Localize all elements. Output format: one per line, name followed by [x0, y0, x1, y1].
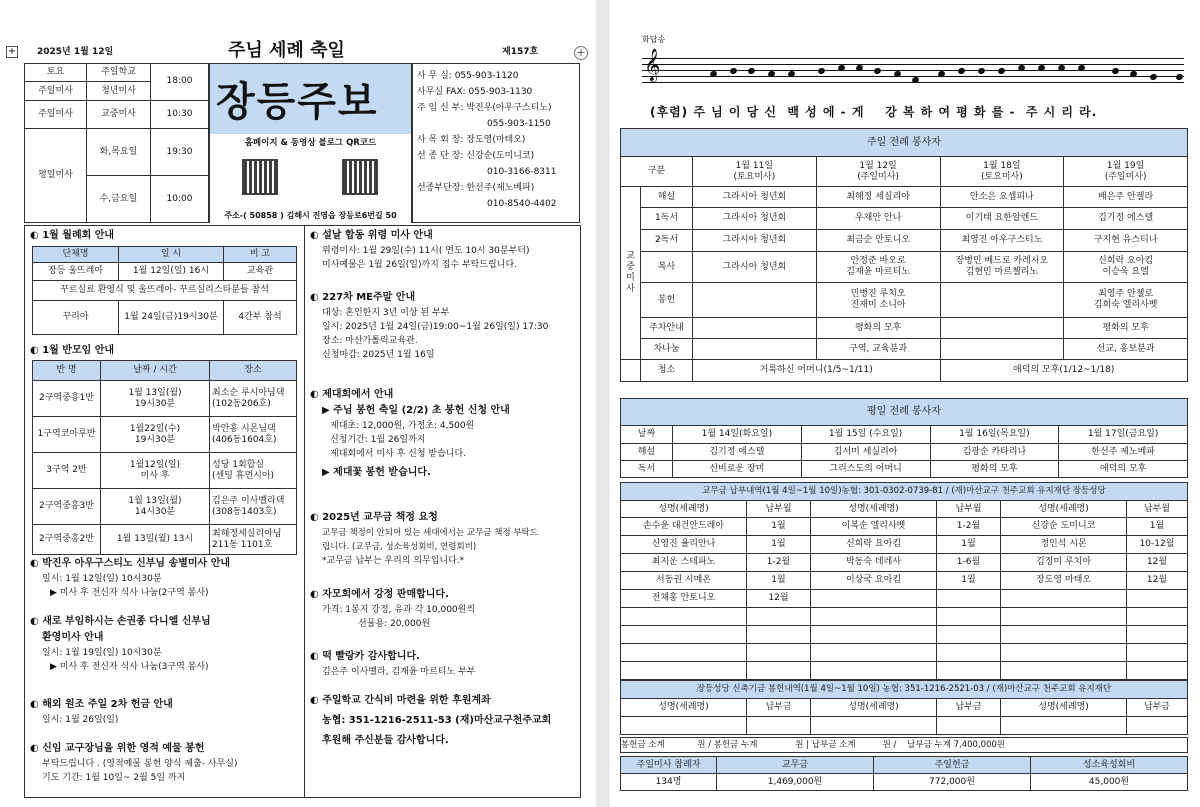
- table-cell: 신희락 요아킴: [811, 536, 937, 554]
- table-cell: [1001, 626, 1127, 644]
- table-cell: [1127, 662, 1188, 680]
- table-cell: 그리스도의 어머니: [801, 461, 930, 478]
- table-cell: [621, 662, 747, 680]
- table-cell: [1001, 644, 1127, 662]
- section-heading: ◐ 새로 부임하시는 손권종 다니엘 신부님: [30, 616, 211, 627]
- table-header-cell: 단체명: [33, 247, 119, 263]
- add-circle-icon[interactable]: +: [574, 46, 588, 60]
- table-cell: 구지현 유스티나: [1064, 230, 1188, 252]
- table-cell: 18:00: [151, 64, 209, 101]
- mass-schedule-table: [24, 63, 209, 223]
- section-monthly-meeting-title: ◐ 1월 월례회 안내: [30, 230, 115, 241]
- table-cell: 애덕의 모후(1/12~1/18): [940, 360, 1188, 382]
- table-cell: 성명(세례명): [1001, 501, 1127, 518]
- table-cell: 토요: [25, 64, 87, 82]
- table-cell: 납부금: [1127, 699, 1188, 717]
- table-cell: 안소은 요셉피나: [940, 187, 1064, 208]
- table-cell: 신비로운 장미: [673, 461, 802, 478]
- table-cell: 그라시아 청년회: [693, 230, 817, 252]
- table-cell: 1월: [937, 572, 1001, 590]
- table-cell: 주일미사: [25, 100, 87, 129]
- table-cell: 김기정 에스텔: [673, 444, 802, 461]
- table-cell: [621, 360, 641, 382]
- table-cell: 김광순 카타리나: [930, 444, 1059, 461]
- section-heading: ◐ 제대회에서 안내: [310, 389, 394, 400]
- table-cell: 1월: [1127, 518, 1188, 536]
- music-note-icon: [1175, 73, 1184, 81]
- music-note-icon: [1111, 67, 1120, 75]
- table-cell: 납부금: [937, 699, 1001, 717]
- staff-line: [642, 70, 1184, 71]
- dues-request-section: [310, 510, 578, 568]
- section-line: 장소: 마산가톨릭교육관.: [322, 336, 418, 346]
- table-header-cell: 장등성당 신축기금 봉헌내역(1월 4일~1월 10일) 농협: 351-1216-2521-03 / (재)마산교구 천주교회 유지재단: [621, 681, 1188, 699]
- table-cell: [621, 626, 747, 644]
- section-line: ▶ 미사 후 전신자 식사 나눔(3구역 봉사): [50, 662, 209, 672]
- section-line: *교무금 납부는 우리의 의무입니다.*: [322, 556, 465, 566]
- table-cell: 복사: [641, 252, 693, 283]
- office-fax: 사무실 FAX: 055-903-1130: [417, 87, 533, 97]
- section-heading: ◐ 자모회에서 강정 판매합니다.: [310, 589, 449, 600]
- table-cell: 그라시아 청년회: [693, 208, 817, 230]
- table-cell: 1월 13일(월) 14시30분: [101, 489, 210, 525]
- table-cell: 134명: [621, 774, 717, 791]
- memorial-mass-section: [310, 228, 578, 272]
- issue-number: 제157호: [502, 47, 539, 57]
- table-cell: 신영진 율리안나: [621, 536, 747, 554]
- section-line: 일시: 1월 19일(일) 10시30분: [42, 648, 162, 658]
- table-cell: [1127, 590, 1188, 608]
- table-cell: 날짜: [621, 426, 673, 444]
- music-note-icon: [817, 67, 826, 75]
- summary-item: 납부금 누계 7,400,000원: [907, 740, 1006, 750]
- section-heading: ◐ 해외 원조 주일 2차 헌금 안내: [30, 699, 173, 710]
- table-cell: [937, 644, 1001, 662]
- table-cell: 1월 11일 (토요미사): [693, 157, 817, 187]
- table-cell: 1월 19일 (주일미사): [1064, 157, 1188, 187]
- table-cell: 그라시아 청년회: [693, 187, 817, 208]
- section-heading: ◐ 227차 ME주말 안내: [310, 292, 416, 303]
- vice-leader: 선종부단장: 한선주(제노베파): [417, 183, 535, 193]
- table-cell: 선교, 홍보분과: [1064, 339, 1188, 360]
- table-cell: 1월22일(수) 19시30분: [101, 417, 210, 453]
- table-cell: 1,469,000원: [717, 774, 874, 791]
- table-cell: 납부월: [937, 501, 1001, 518]
- section-line: 기도 기간: 1월 10일~ 2월 5일 까지: [42, 773, 186, 783]
- refrain-text: (후렴) 주 님 이 당 신 백 성 에 - 게 강 복 하 여 평 화 를 - 주 시 리 라.: [650, 105, 1098, 119]
- music-note-icon: [747, 67, 756, 75]
- table-cell: 거룩하신 어머니(1/5~1/11): [693, 360, 941, 382]
- section-group-meeting-title: ◐ 1월 반모임 안내: [30, 345, 115, 356]
- table-cell: 성명(세례명): [1001, 699, 1127, 717]
- table-cell: [747, 608, 811, 626]
- table-cell: 1월 14일(화요일): [673, 426, 802, 444]
- column-divider: [304, 225, 305, 798]
- table-cell: [811, 608, 937, 626]
- table-header-cell: 날짜 / 시간: [101, 361, 210, 381]
- table-cell: 박동숙 데레사: [811, 554, 937, 572]
- table-cell: 2구역중흥3반: [33, 489, 101, 525]
- table-cell: [747, 644, 811, 662]
- table-cell: 정인석 시몬: [1001, 536, 1127, 554]
- table-cell: 구분: [621, 157, 693, 187]
- council-president: 사 목 회 장: 장도영(마태오): [417, 135, 526, 145]
- table-cell: 1월: [747, 536, 811, 554]
- table-cell: [811, 644, 937, 662]
- table-cell: 평일미사: [25, 129, 87, 223]
- table-cell: 10:00: [151, 176, 209, 223]
- table-cell: 박안홍 시몬님댁(406동1604호): [210, 417, 297, 453]
- table-cell: [811, 590, 937, 608]
- table-cell: [747, 626, 811, 644]
- table-cell: 교무금: [717, 757, 874, 774]
- table-cell: [1001, 608, 1127, 626]
- table-cell: 해설: [621, 444, 673, 461]
- dues-table: [620, 482, 1188, 680]
- table-cell: 주일미사: [25, 82, 87, 100]
- section-line: 제대회에서 미사 후 신청 받습니다.: [330, 449, 467, 459]
- table-cell: 납부월: [747, 501, 811, 518]
- table-cell: 평화의 모후: [816, 318, 940, 339]
- table-cell: [811, 662, 937, 680]
- table-cell: 1구역코아루반: [33, 417, 101, 453]
- table-cell: 차나눔: [641, 339, 693, 360]
- table-cell: [747, 662, 811, 680]
- mission-leader-phone: 010-3166-8311: [487, 167, 557, 177]
- section-line: 가격: 1봉지 강정, 유과 각 10,000원씩: [322, 605, 476, 615]
- table-cell: 독서: [621, 461, 673, 478]
- table-cell: [1001, 662, 1127, 680]
- table-cell: 1월 17일(금요일): [1059, 426, 1188, 444]
- table-cell: 한선주 제노베파: [1059, 444, 1188, 461]
- table-cell: 2구역중흥2반: [33, 525, 101, 555]
- table-cell: [1001, 590, 1127, 608]
- table-cell: 1월12일(일) 미사 후: [101, 453, 210, 489]
- table-cell: 봉헌: [641, 283, 693, 318]
- monthly-meeting-table: [32, 246, 297, 335]
- section-line: 일시: 2025년 1월 24일(금)19:00~1월 26일(일) 17:30: [322, 322, 549, 332]
- contacts-box: [412, 63, 580, 223]
- table-cell: 꾸르실료 환영식 및 울뜨레아- 꾸르실리스타분들 참석: [33, 281, 297, 301]
- table-cell: [747, 717, 811, 735]
- table-cell: 우채안 안나: [816, 208, 940, 230]
- table-cell: 1월 16일(목요일): [930, 426, 1059, 444]
- summary-item: 봉헌금 소계: [621, 740, 665, 750]
- homepage-qr-icon[interactable]: [242, 159, 278, 195]
- table-cell: 꾸리아: [33, 301, 119, 335]
- section-heading: ▶ 제대꽃 봉헌 받습니다.: [322, 467, 431, 478]
- table-cell: 1독서: [641, 208, 693, 230]
- mission-leader: 선 종 단 장: 신강순(도미니코): [417, 151, 535, 161]
- office-phone: 사 무 실: 055-903-1120: [417, 71, 519, 81]
- table-cell: 민병진 루치오 진재미 소니아: [816, 283, 940, 318]
- altar-guild-section: [310, 387, 578, 481]
- section-heading: 후원해 주신분들 감사합니다.: [322, 735, 449, 746]
- table-cell: 2독서: [641, 230, 693, 252]
- music-note-icon: [873, 67, 882, 75]
- table-cell: 1월 12일 (주일미사): [816, 157, 940, 187]
- section-line: 선물용: 20,000원: [358, 619, 431, 629]
- left-page: [0, 0, 596, 807]
- table-header-cell: 평일 전례 봉사자: [621, 399, 1188, 426]
- vice-leader-phone: 010-8540-4402: [487, 199, 557, 209]
- table-cell: 교 중 미 사: [621, 187, 641, 360]
- table-cell: 1월: [937, 536, 1001, 554]
- table-cell: 교중미사: [87, 100, 151, 129]
- table-cell: 10-12월: [1127, 536, 1188, 554]
- table-cell: [1127, 644, 1188, 662]
- table-cell: 45,000원: [1031, 774, 1188, 791]
- sunday-school-donation-section: [310, 693, 578, 749]
- section-line: 부탁드립니다 . (영적예물 봉헌 양식 제출- 사무실): [42, 759, 238, 769]
- table-cell: 1월 12일(일) 16시: [119, 263, 224, 281]
- table-cell: [940, 283, 1064, 318]
- table-cell: [937, 662, 1001, 680]
- me-weekend-section: [310, 290, 578, 362]
- table-cell: 배은주 안젤라: [1064, 187, 1188, 208]
- table-cell: 1월: [747, 518, 811, 536]
- table-cell: 최금순 안토니오: [816, 230, 940, 252]
- summary-item: 납부금 소계: [811, 740, 856, 750]
- section-heading: ◐ 설날 합동 위령 미사 안내: [310, 230, 433, 241]
- table-cell: 김은주 이사벨라댁(308동1403호): [210, 489, 297, 525]
- section-line: 위령미사: 1월 29일(수) 11시( 연도 10시 30분부터): [322, 246, 530, 256]
- staff-line: [642, 58, 1184, 59]
- table-header-cell: 장소: [210, 361, 297, 381]
- table-cell: 애덕의 모후: [1059, 461, 1188, 478]
- table-cell: 1-2월: [937, 518, 1001, 536]
- music-note-icon: [957, 67, 966, 75]
- pastor: 주 임 신 부: 박진우(아우구스티노): [417, 103, 552, 113]
- table-cell: 1월 13일(월) 13시: [101, 525, 210, 555]
- table-cell: 성명(세례명): [811, 699, 937, 717]
- table-cell: 10:30: [151, 100, 209, 129]
- address: 주소-( 50858 ) 김해시 진영읍 장등로6번길 50: [224, 211, 397, 220]
- table-cell: 장병민 베드로 카레시오 김현민 마르첼리노: [940, 252, 1064, 283]
- welcome-mass-section: [30, 614, 300, 674]
- table-cell: [940, 318, 1064, 339]
- section-heading: 환영미사 안내: [42, 632, 104, 643]
- table-cell: 1월 18일 (토요미사): [940, 157, 1064, 187]
- table-cell: [937, 590, 1001, 608]
- section-heading: ◐ 신임 교구장님을 위한 영적 예물 봉헌: [30, 743, 205, 754]
- table-cell: [693, 318, 817, 339]
- table-cell: 이복순 엘리사벳: [811, 518, 937, 536]
- section-line: 교무금 책정이 안되어 있는 세대에서는 교무금 책정 부탁드: [322, 528, 538, 538]
- mothers-sale-section: [310, 587, 578, 631]
- blog-qr-icon[interactable]: [342, 159, 378, 195]
- table-cell: 청년미사: [87, 82, 151, 100]
- spiritual-offering-section: [30, 741, 300, 785]
- table-cell: [937, 608, 1001, 626]
- section-line: 신청기간: 1월 26일까지: [330, 435, 426, 445]
- table-header-cell: 일 시: [119, 247, 224, 263]
- section-line: 대상: 혼인한지 3년 이상 된 부부: [322, 308, 450, 318]
- table-cell: 1월 13일(월) 19시30분: [101, 381, 210, 417]
- table-cell: 최해정 세실리아: [816, 187, 940, 208]
- music-staff: [636, 48, 1196, 88]
- music-note-icon: [1149, 73, 1158, 81]
- music-note-icon: [729, 67, 738, 75]
- table-cell: 최영주 안젤로 김희숙 엘리사벳: [1064, 283, 1188, 318]
- table-cell: 2구역중흥1반: [33, 381, 101, 417]
- table-cell: 성명(세례명): [811, 501, 937, 518]
- table-cell: 이상국 요아킴: [811, 572, 937, 590]
- table-cell: [621, 644, 747, 662]
- table-cell: 납부금: [747, 699, 811, 717]
- table-cell: [811, 717, 937, 735]
- summary-item: 원 /: [882, 740, 897, 750]
- summary-item: 봉헌금 누계: [713, 740, 758, 750]
- table-cell: [937, 717, 1001, 735]
- table-cell: [1127, 626, 1188, 644]
- table-cell: 주일미사 참례자: [621, 757, 717, 774]
- table-cell: [621, 608, 747, 626]
- table-cell: 안정준 바오로 김재윤 마르티노: [816, 252, 940, 283]
- section-heading: ◐ 박진우 아우구스티노 신부님 송별미사 안내: [30, 558, 231, 569]
- feast-title: 주님 세례 축일: [228, 40, 345, 61]
- table-cell: 성명(세례명): [621, 699, 747, 717]
- section-line: 미사예물은 1월 26일(일)까지 접수 부탁드립니다.: [322, 260, 517, 270]
- table-cell: 4간부 참석: [224, 301, 297, 335]
- section-line: 일시: 1월 12일(일) 10시30분: [42, 574, 162, 584]
- masthead-title: 장등주보: [216, 79, 379, 125]
- music-note-icon: [977, 67, 986, 75]
- table-cell: 이기태 요한알렌드: [940, 208, 1064, 230]
- table-cell: 전채홍 안토니오: [621, 590, 747, 608]
- table-cell: 신희락 요아킴 이승욱 요엘: [1064, 252, 1188, 283]
- masthead-box: [209, 63, 412, 223]
- table-cell: 구역, 교육분과: [816, 339, 940, 360]
- section-line: 일시: 1월 26일(일): [42, 715, 119, 725]
- table-cell: 12월: [747, 590, 811, 608]
- table-header-cell: 반 명: [33, 361, 101, 381]
- treble-clef-icon: 𝄞: [644, 48, 661, 81]
- group-meeting-table: [32, 360, 297, 555]
- table-header-cell: 비 고: [224, 247, 297, 263]
- bulletin-date: 2025년 1월 12일: [37, 47, 114, 57]
- rice-cake-section: [310, 649, 578, 679]
- table-cell: 1-6월: [937, 554, 1001, 572]
- table-cell: 김서미 세실리아: [801, 444, 930, 461]
- table-cell: 주일학교: [87, 64, 151, 82]
- section-line: 제대초: 12,000원, 가정초: 4,500원: [330, 421, 475, 431]
- table-cell: 김기정 에스텔: [1064, 208, 1188, 230]
- table-cell: 12월: [1127, 554, 1188, 572]
- table-cell: 주일헌금: [874, 757, 1031, 774]
- summary-item: 원: [795, 740, 804, 750]
- table-cell: 성명(세례명): [621, 501, 747, 518]
- staff-line: [642, 64, 1184, 65]
- table-cell: 19:30: [151, 129, 209, 176]
- table-cell: 장등 울뜨레아: [33, 263, 119, 281]
- table-cell: 최해정세실리아님211동 1101호: [210, 525, 297, 555]
- table-cell: 1월 15일 (수요일): [801, 426, 930, 444]
- table-cell: 납부월: [1127, 501, 1188, 518]
- section-heading: ◐ 2025년 교무금 책정 요청: [310, 512, 438, 523]
- right-page: [610, 0, 1200, 807]
- table-cell: 수,금요일: [87, 176, 151, 223]
- move-handle-icon[interactable]: +: [7, 46, 17, 57]
- table-cell: 12월: [1127, 572, 1188, 590]
- table-cell: 최영진 아우구스티노: [940, 230, 1064, 252]
- section-line: ▶ 미사 후 전신자 식사 나눔(2구역 봉사): [50, 588, 209, 598]
- table-cell: 1월: [747, 572, 811, 590]
- overseas-aid-section: [30, 697, 300, 727]
- table-cell: 주차안내: [641, 318, 693, 339]
- hymn-label: 화답송: [642, 35, 666, 44]
- table-cell: 청소: [641, 360, 693, 382]
- qr-caption: 홈페이지 & 동영상 블로그 QR코드: [244, 138, 377, 148]
- table-cell: [940, 339, 1064, 360]
- section-heading: ▶ 주님 봉헌 축일 (2/2) 초 봉헌 신청 안내: [322, 405, 510, 416]
- table-cell: [1127, 608, 1188, 626]
- table-cell: [1127, 717, 1188, 735]
- table-cell: 최소순 루시아님댁(102동206호): [210, 381, 297, 417]
- table-cell: 손수윤 대건안드레아: [621, 518, 747, 536]
- section-heading: ◐ 떡 빨랑카 감사합니다.: [310, 651, 420, 662]
- section-line: 김은주 이사벨라, 김재윤 마르티노 부부: [322, 667, 476, 677]
- table-cell: 화,목요일: [87, 129, 151, 176]
- table-header-cell: 교무금 납부내역(1월 4일~1월 10일)농협: 301-0302-0739-81 / (재)마산교구 천주교회 유지재단 장등성당: [621, 483, 1188, 501]
- table-cell: 772,000원: [874, 774, 1031, 791]
- sunday-ministers-table: [620, 128, 1188, 382]
- table-cell: 해설: [641, 187, 693, 208]
- table-header-cell: 주일 전례 봉사자: [621, 129, 1188, 157]
- table-cell: [937, 626, 1001, 644]
- building-fund-table: [620, 680, 1188, 735]
- table-cell: 서동권 시메온: [621, 572, 747, 590]
- table-cell: [693, 339, 817, 360]
- section-heading: 농협: 351-1216-2511-53 (재)마산교구천주교회: [322, 715, 552, 726]
- table-cell: 성소육성회비: [1031, 757, 1188, 774]
- table-cell: 교육관: [224, 263, 297, 281]
- section-line: 립니다. (교무금, 성소육성회비, 연령회비): [322, 542, 477, 552]
- offering-summary-line: 봉헌금 소계 원 / 봉헌금 누계 원 | 납부금 소계 원 / 납부금 누계 7,400,000원: [620, 737, 1188, 753]
- weekday-ministers-table: [620, 398, 1188, 478]
- farewell-mass-section: [30, 556, 300, 600]
- table-cell: 성당 1회합실 (센팅 휴먼시아): [210, 453, 297, 489]
- pastor-phone: 055-903-1150: [487, 119, 551, 129]
- table-cell: [1001, 717, 1127, 735]
- table-cell: 신강순 도미니코: [1001, 518, 1127, 536]
- table-cell: [621, 717, 747, 735]
- table-cell: 3구역 2반: [33, 453, 101, 489]
- table-cell: 평화의 모후: [930, 461, 1059, 478]
- table-cell: 김정미 루치아: [1001, 554, 1127, 572]
- table-cell: 최지운 스테파노: [621, 554, 747, 572]
- table-cell: 1월 24일(금)19시30분: [119, 301, 224, 335]
- summary-item: 원 /: [697, 740, 711, 750]
- section-heading: ◐ 주일학교 간식비 마련을 위한 후원계좌: [310, 695, 491, 706]
- table-cell: 평화의 모후: [1064, 318, 1188, 339]
- table-cell: [693, 283, 817, 318]
- table-cell: 그라시아 청년회: [693, 252, 817, 283]
- table-cell: 장도영 마태오: [1001, 572, 1127, 590]
- totals-table: [620, 756, 1188, 791]
- table-cell: 1-2월: [747, 554, 811, 572]
- table-cell: [811, 626, 937, 644]
- music-note-icon: [997, 67, 1006, 75]
- section-line: 신청마감: 2025년 1월 16일: [322, 350, 435, 360]
